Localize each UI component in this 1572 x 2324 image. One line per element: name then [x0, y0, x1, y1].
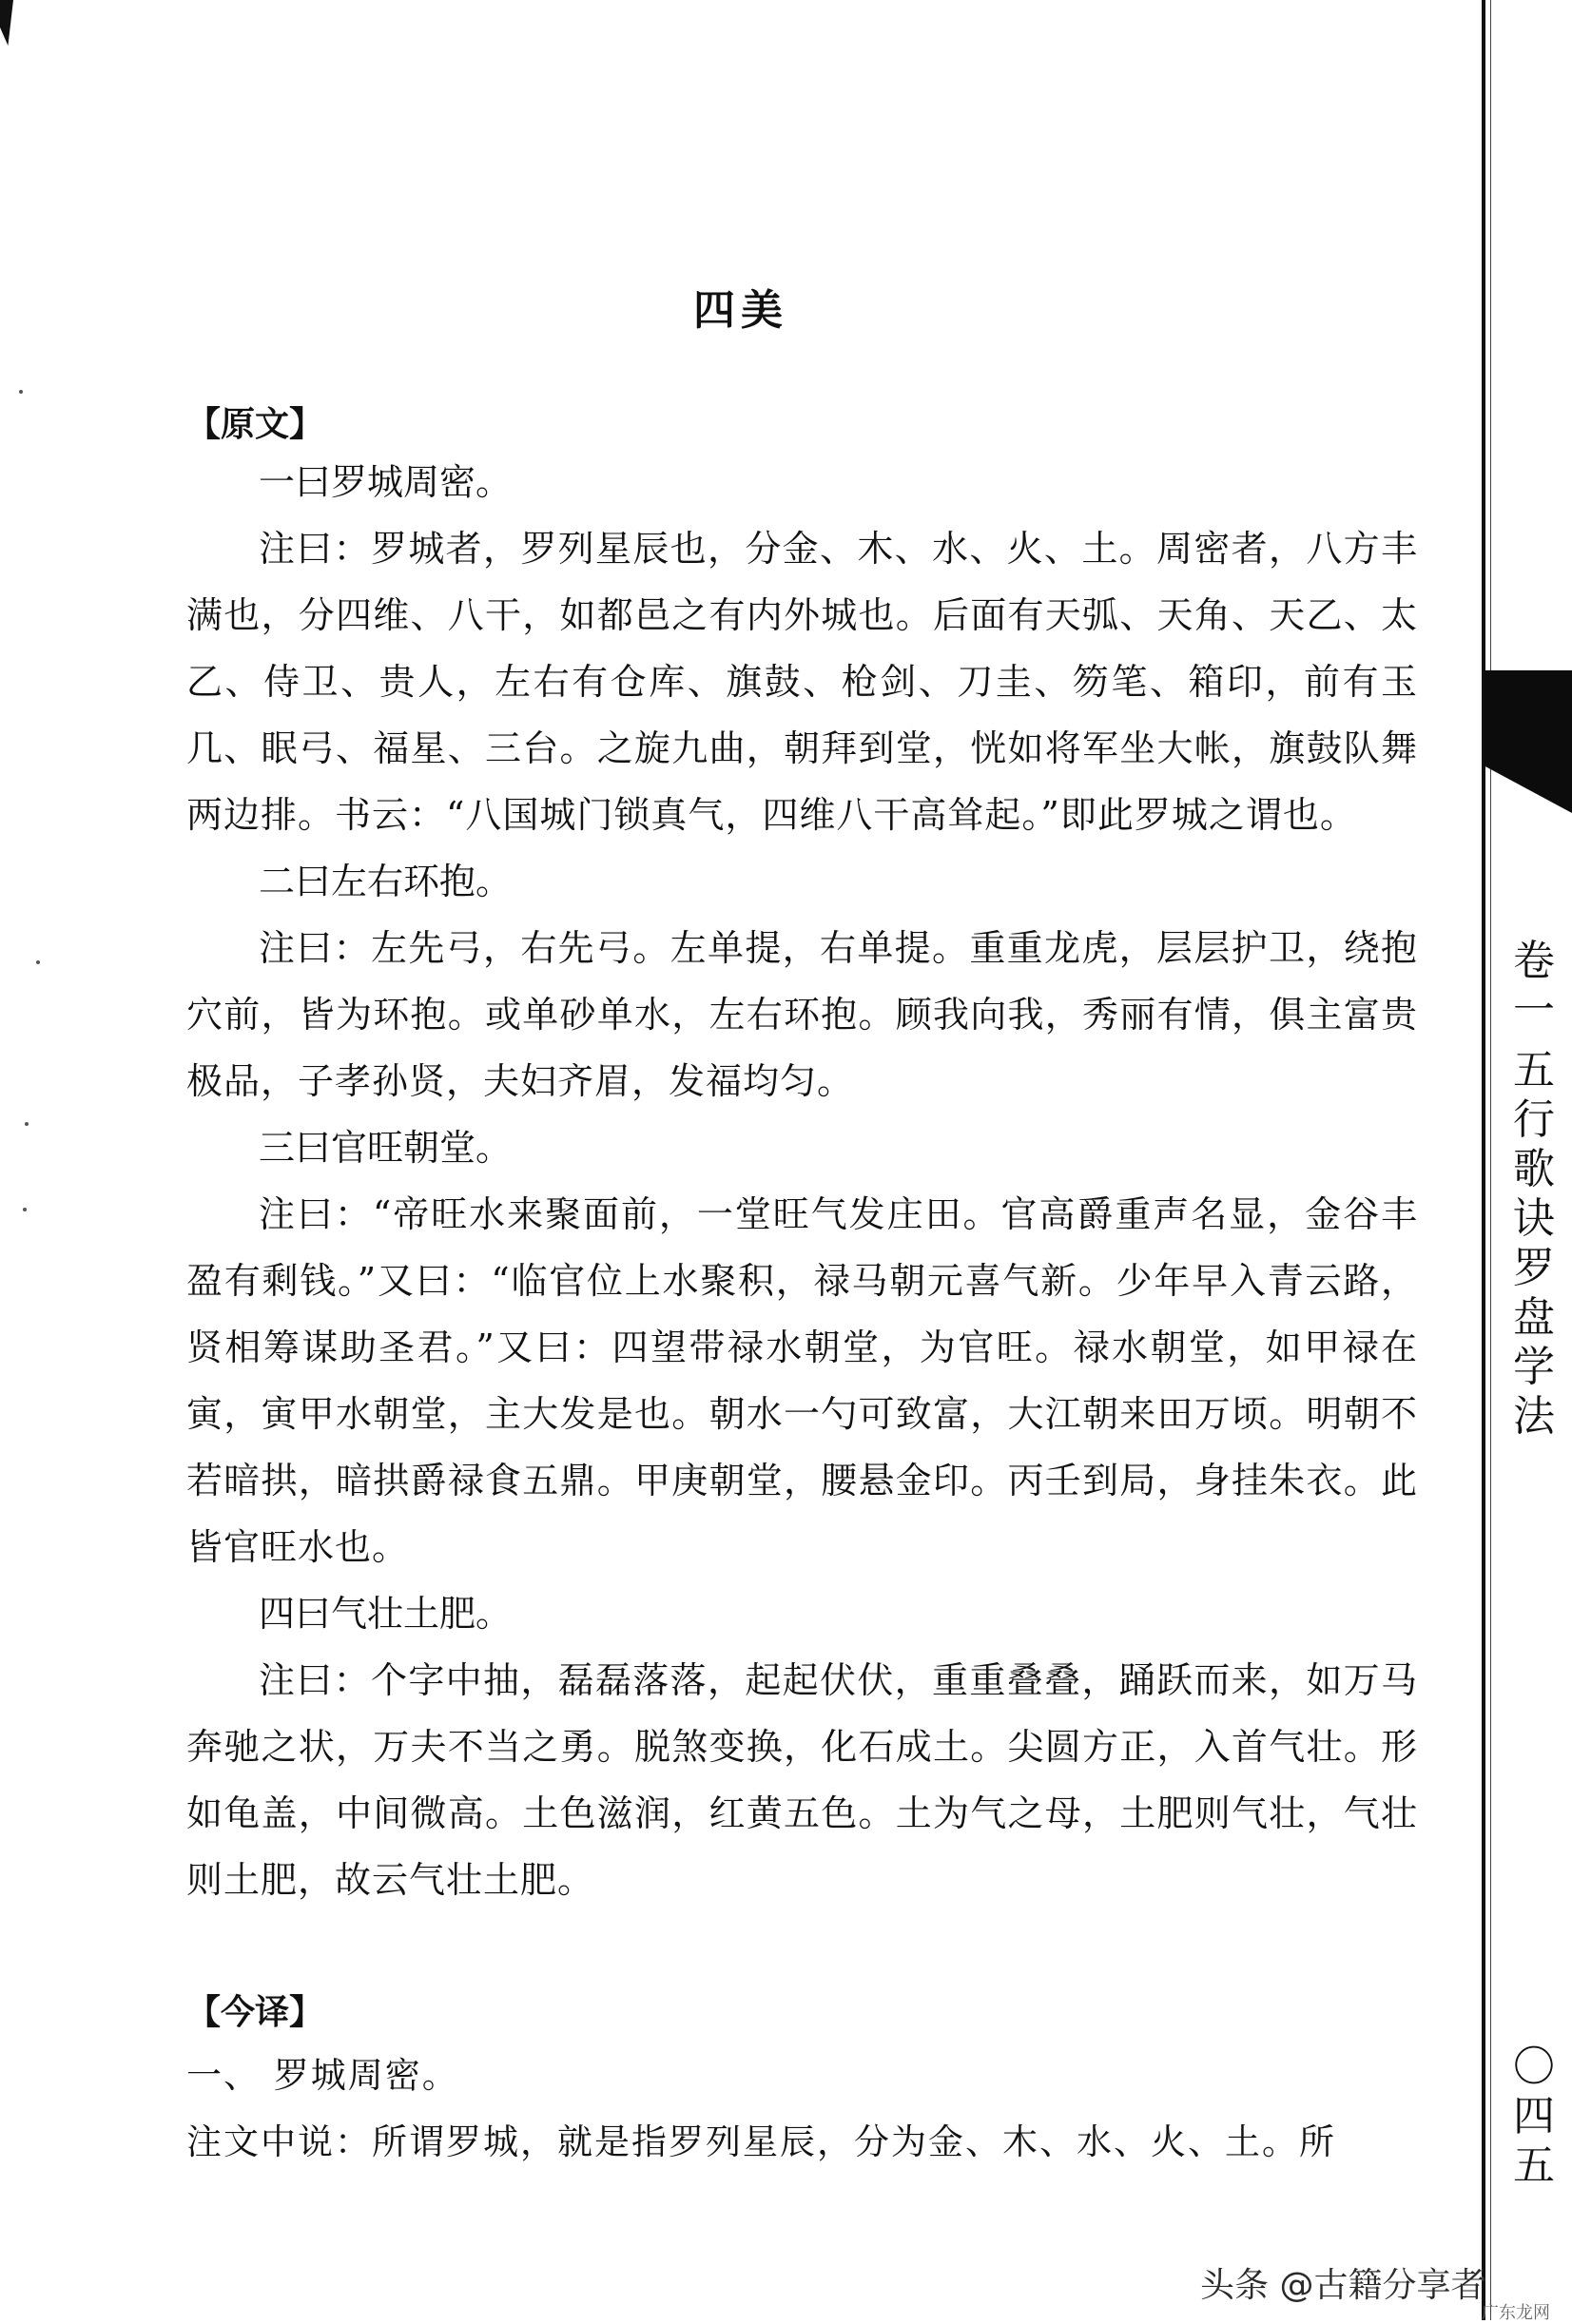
translation-item-heading: 一、 罗城周密。	[186, 2055, 459, 2096]
chapter-tab-marker	[1484, 670, 1572, 908]
scan-speck	[19, 390, 23, 394]
item-note: 注曰：左先弓，右先弓。左单提，右单提。重重龙虎，层层护卫，绕抱穴前，皆为环抱。或单砂单水，左右环抱。顾我向我，秀丽有情，俱主富贵极品，子孝孙贤，夫妇齐眉，发福均匀。	[186, 927, 1418, 1102]
chapter-title: 五行歌诀罗盘学法	[1513, 1046, 1555, 1441]
item-heading: 四曰气壮土肥。	[259, 1593, 513, 1635]
watermark: 头条 @古籍分享者	[1200, 2266, 1485, 2305]
original-text-section	[186, 399, 1418, 1913]
item-note: 注曰：罗城者，罗列星辰也，分金、木、水、火、土。周密者，八方丰满也，分四维、八干，如都邑之有内外城也。后面有天弧、天角、天乙、太乙、侍卫、贵人，左右有仓库、旗鼓、枪剑、刀圭、笏笔、箱印，前有玉几、眠弓、福星、三台。之旋九曲，朝拜到堂，恍如将军坐大帐，旗鼓队舞两边排。书云：“八国城门锁真气，四维八干高耸起。”即此罗城之谓也。	[186, 528, 1418, 836]
page-number: 〇四五	[1513, 2043, 1555, 2190]
section-heading-translation: 【今译】	[186, 1992, 324, 2032]
watermark-sub: 广东龙网	[1482, 2303, 1550, 2323]
translation-section	[186, 1987, 1418, 2176]
translation-text: 注文中说：所谓罗城，就是指罗列星辰，分为金、木、水、火、土。所	[186, 2121, 1336, 2162]
item-note: 注曰：“帝旺水来聚面前，一堂旺气发庄田。官高爵重声名显，金谷丰盈有剩钱。”又曰：“临官位上水聚积，禄马朝元喜气新。少年早入青云路，贤相筹谋助圣君。”又曰：四望带禄水朝堂，为官旺。禄水朝堂，如甲禄在寅，寅甲水朝堂，主大发是也。朝水一勺可致富，大江朝来田万顷。明朝不若暗拱，暗拱爵禄食五鼎。甲庚朝堂，腰悬金印。丙壬到局，身挂朱衣。此皆官旺水也。	[186, 1193, 1418, 1568]
scan-speck	[25, 1122, 29, 1126]
item-heading: 二曰左右环抱。	[259, 861, 513, 902]
item-heading: 一曰罗城周密。	[259, 461, 513, 503]
margin-rule-thin	[1490, 0, 1491, 2320]
scan-speck	[23, 1208, 27, 1211]
section-heading-original: 【原文】	[186, 404, 324, 444]
scan-speck	[36, 960, 40, 964]
item-note: 注曰：个字中抽，磊磊落落，起起伏伏，重重叠叠，踊跃而来，如万马奔驰之状，万夫不当之勇。脱煞变换，化石成土。尖圆方正，入首气壮。形如龟盖，中间微高。土色滋润，红黄五色。土为气之母，土肥则气壮，气壮则土肥，故云气壮土肥。	[186, 1659, 1418, 1901]
item-heading: 三曰官旺朝堂。	[259, 1127, 513, 1169]
scan-edge-mark	[0, 0, 13, 46]
volume-label: 卷一	[1513, 937, 1555, 1035]
page-title: 四美	[693, 286, 788, 335]
margin-rule	[1482, 0, 1485, 2320]
